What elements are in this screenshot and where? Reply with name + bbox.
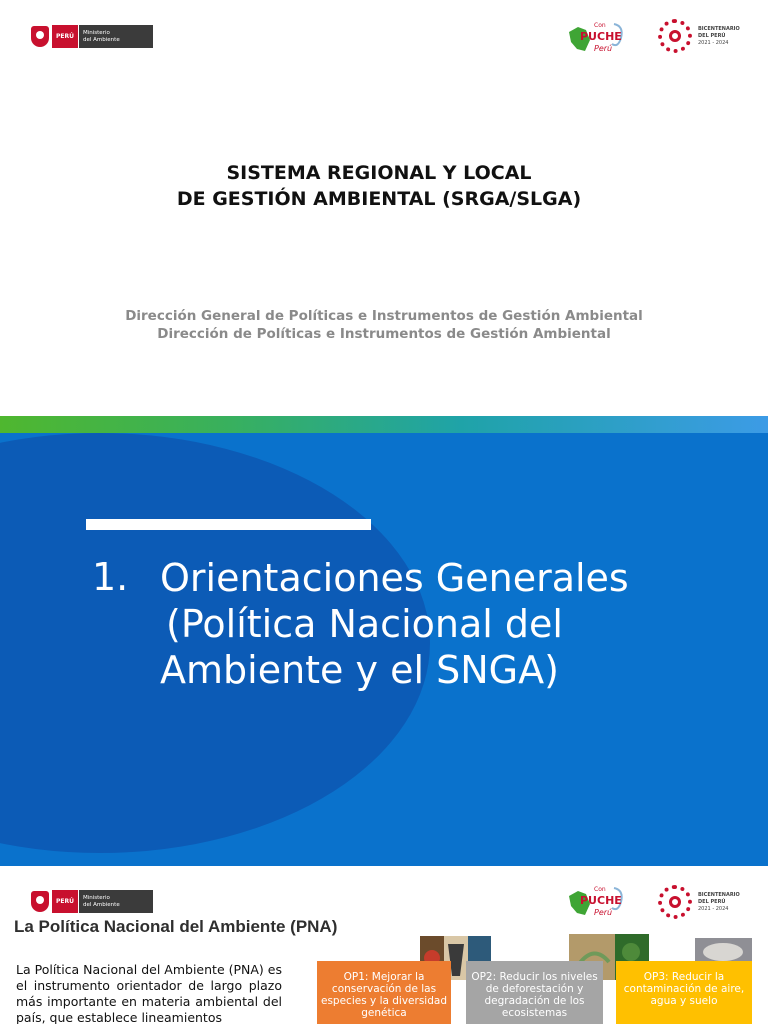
- pna-description: La Política Nacional del Ambiente (PNA) es el instrumento orientador de largo plazo más importante en materia ambiental del país, que establece lineamientos: [16, 962, 282, 1024]
- ministerio-ambiente-logo: [31, 890, 153, 913]
- bicentenario-logo: BICENTENARIO DEL PERÚ 2021 - 2024: [658, 18, 752, 54]
- objective-op2: OP2: Reducir los niveles de deforestación y degradación de los ecosistemas: [466, 961, 603, 1024]
- con-puche-peru-logo: [566, 18, 628, 56]
- slide-section-header: [0, 416, 768, 866]
- objective-op3: OP3: Reducir la contaminación de aire, agua y suelo: [616, 961, 752, 1024]
- peru-label: PERÚ: [52, 890, 78, 913]
- objective-op1: OP1: Mejorar la conservación de las especies y la diversidad genética: [317, 961, 451, 1024]
- ministerio-ambiente-logo: [31, 25, 153, 48]
- bicentenario-emblem-icon: [658, 885, 692, 919]
- svg-text:PUCHE: PUCHE: [580, 894, 622, 907]
- bicentenario-logo: BICENTENARIO DEL PERÚ 2021 - 2024: [658, 884, 752, 920]
- svg-text:PUCHE: PUCHE: [580, 30, 622, 43]
- bicentenario-emblem-icon: [658, 19, 692, 53]
- pna-title: La Política Nacional del Ambiente (PNA): [14, 917, 338, 936]
- con-puche-peru-logo: [566, 882, 628, 920]
- svg-text:Con: Con: [594, 886, 606, 893]
- slide-pna: [0, 866, 768, 1024]
- slide-title: [0, 0, 768, 416]
- accent-bar: [86, 519, 371, 530]
- ministry-name: Ministerio del Ambiente: [78, 890, 153, 913]
- ministry-name: Ministerio del Ambiente: [78, 25, 153, 48]
- peru-shield-icon: [31, 26, 49, 47]
- peru-label: PERÚ: [52, 25, 78, 48]
- section-number: 1.: [92, 555, 129, 599]
- section-heading: Orientaciones Generales (Política Nacional del Ambiente y el SNGA): [160, 556, 629, 692]
- slide-main-title: SISTEMA REGIONAL Y LOCAL DE GESTIÓN AMBIENTAL (SRGA/SLGA): [176, 162, 582, 210]
- slide-subtitle: Dirección General de Políticas e Instrumentos de Gestión Ambiental Dirección de Políticas e Instrumentos de Gestión Ambiental: [125, 308, 643, 342]
- svg-text:Perú: Perú: [594, 908, 613, 917]
- svg-text:Perú: Perú: [594, 44, 613, 53]
- svg-text:Con: Con: [594, 22, 606, 29]
- peru-shield-icon: [31, 891, 49, 912]
- gradient-strip: [0, 416, 768, 433]
